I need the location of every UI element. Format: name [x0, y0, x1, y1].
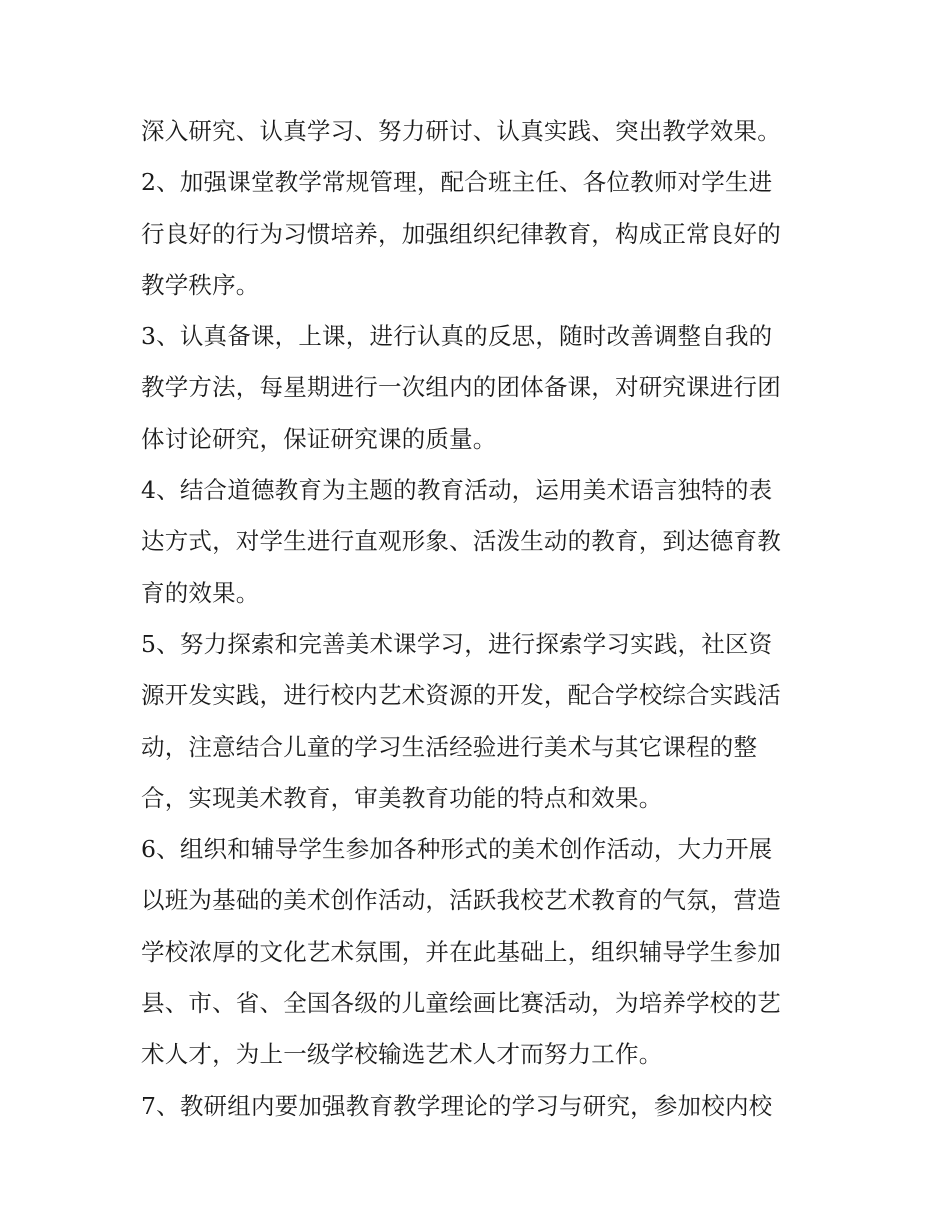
text-line: 5、努力探索和完善美术课学习，进行探索学习实践，社区资 — [141, 629, 773, 658]
text-line: 深入研究、认真学习、努力研讨、认真实践、突出教学效果。 — [141, 117, 781, 145]
text-line: 4、结合道德教育为主题的教育活动，运用美术语言独特的表 — [141, 476, 773, 505]
text-line: 动，注意结合儿童的学习生活经验进行美术与其它课程的整 — [141, 732, 758, 761]
text-line: 达方式，对学生进行直观形象、活泼生动的教育，到达德育教 — [141, 527, 781, 556]
text-line: 育的效果。 — [141, 578, 260, 607]
text-line: 教学方法，每星期进行一次组内的团体备课，对研究课进行团 — [141, 373, 781, 402]
text-line: 以班为基础的美术创作活动，活跃我校艺术教育的气氛，营造 — [141, 886, 781, 915]
text-line: 教学秩序。 — [141, 270, 260, 299]
text-line: 3、认真备课，上课，进行认真的反思，随时改善调整自我的 — [141, 322, 773, 351]
text-line: 源开发实践，进行校内艺术资源的开发，配合学校综合实践活 — [141, 681, 781, 710]
text-line: 7、教研组内要加强教育教学理论的学习与研究，参加校内校 — [141, 1091, 773, 1120]
text-line: 学校浓厚的文化艺术氛围，并在此基础上，组织辅导学生参加 — [141, 937, 781, 966]
text-line: 合，实现美术教育，审美教育功能的特点和效果。 — [141, 783, 663, 812]
text-line: 术人才，为上一级学校输选艺术人才而努力工作。 — [141, 1040, 663, 1069]
text-line: 2、加强课堂教学常规管理，配合班主任、各位教师对学生进 — [141, 168, 773, 197]
text-line: 6、组织和辅导学生参加各种形式的美术创作活动，大力开展 — [141, 835, 773, 864]
document-body — [141, 106, 813, 1132]
text-line: 体讨论研究，保证研究课的质量。 — [141, 424, 497, 453]
text-line: 县、市、省、全国各级的儿童绘画比赛活动，为培养学校的艺 — [141, 989, 781, 1018]
text-line: 行良好的行为习惯培养，加强组织纪律教育，构成正常良好的 — [141, 219, 781, 248]
